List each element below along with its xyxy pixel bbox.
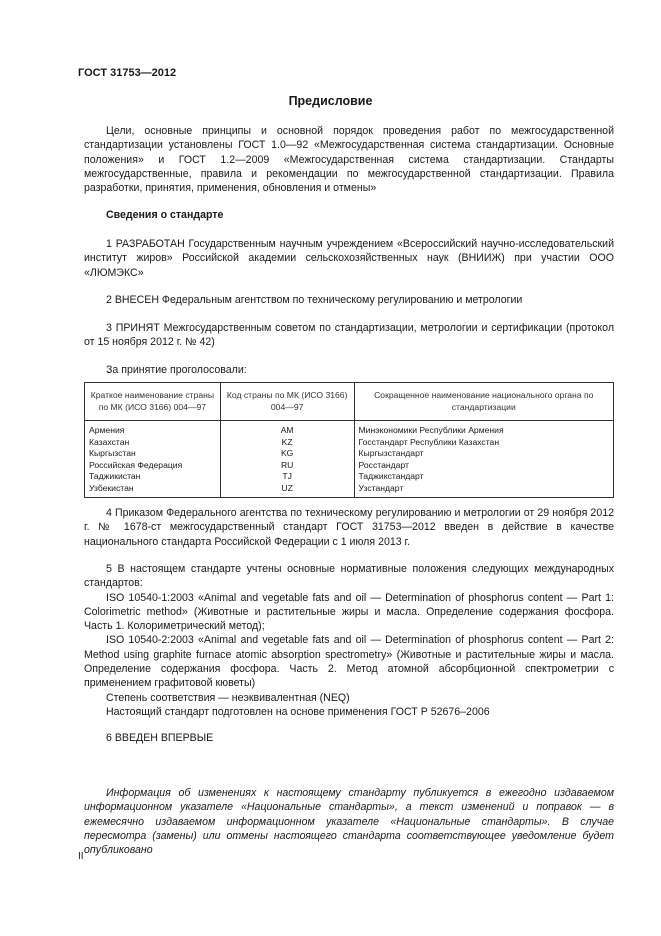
code-cell: TJ xyxy=(220,471,354,483)
document-code-header: ГОСТ 31753—2012 xyxy=(78,67,177,79)
body-cell: Кыргызстандарт xyxy=(354,448,613,460)
item-5-intro: 5 В настоящем стандарте учтены основные нормативные положения следующих международных стандартов: xyxy=(84,563,614,590)
country-cell: Армения xyxy=(85,421,221,437)
body-cell: Таджикстандарт xyxy=(354,471,613,483)
country-cell: Казахстан xyxy=(85,437,221,449)
code-cell: UZ xyxy=(220,483,354,498)
body-cell: Минэкономики Республики Армения xyxy=(354,421,613,437)
country-cell: Таджикистан xyxy=(85,471,221,483)
iso-standard-part-2: ISO 10540-2:2003 «Animal and vegetable fats and oil — Determination of phosphorus content — Part 2: Method using graphite furnace atomic absorption spectrometry» (Животные и растительные жиры и масла. Определение содержания фосфора. Часть 2. Метод атомной абсорбционной спектрометрии с применением графитовой кюветы) xyxy=(84,634,614,690)
body-cell: Росстандарт xyxy=(354,460,613,472)
item-3-paragraph: 3 ПРИНЯТ Межгосударственным советом по стандартизации, метрологии и сертификации (протокол от 15 ноября 2012 г. № 42) xyxy=(84,322,614,349)
conformity-degree: Степень соответствия — неэквивалентная (NEQ) xyxy=(106,691,350,704)
table-row xyxy=(85,421,614,437)
intro-paragraph: Цели, основные принципы и основной порядок проведения работ по межгосударственной стандартизации установлены ГОСТ 1.0—92 «Межгосударственная система стандартизации. Основные положения» и ГОСТ 1.2—2009 «Межгосударственная система стандартизации. Стандарты межгосударственные, правила и рекомендации по межгосударственной стандартизации. Правила разработки, принятия, применения, обновления и отмены» xyxy=(84,125,614,195)
body-cell: Госстандарт Республики Казахстан xyxy=(354,437,613,449)
table-header-row xyxy=(85,383,614,421)
item-1-paragraph: 1 РАЗРАБОТАН Государственным научным учреждением «Всероссийский научно-исследовательский институт жиров» Российской академии сельскохозяйственных наук (ВНИИЖ) при участии ООО «ЛЮМЭКС» xyxy=(84,238,614,279)
table-row xyxy=(85,460,614,472)
table-row xyxy=(85,483,614,498)
information-notice: Информация об изменениях к настоящему стандарту публикуется в ежегодно издаваемом информационном указателе «Национальные стандарты», а текст изменений и поправок — в ежемесячно издаваемом информационном указателе «Национальные стандарты». В случае пересмотра (замены) или отмены настоящего стандарта соответствующее уведомление будет опубликовано xyxy=(84,787,614,857)
column-header-body: Сокращенное наименование национального органа по стандартизации xyxy=(354,383,613,421)
basis-statement: Настоящий стандарт подготовлен на основе применения ГОСТ Р 52676–2006 xyxy=(106,705,490,718)
country-cell: Российская Федерация xyxy=(85,460,221,472)
code-cell: KG xyxy=(220,448,354,460)
item-5-section xyxy=(84,562,614,719)
code-cell: RU xyxy=(220,460,354,472)
page-number: II xyxy=(78,851,84,862)
country-cell: Узбекистан xyxy=(85,483,221,498)
body-cell: Узстандарт xyxy=(354,483,613,498)
code-cell: KZ xyxy=(220,437,354,449)
column-header-code: Код страны по МК (ИСО 3166) 004—97 xyxy=(220,383,354,421)
section-heading: Сведения о стандарте xyxy=(106,209,224,221)
item-4-paragraph: 4 Приказом Федерального агентства по техническому регулированию и метрологии от 29 ноября 2012 г. № 1678-ст межгосударственный стандарт ГОСТ 31753—2012 введен в действие в качестве национального стандарта Российской Федерации с 1 июля 2013 г. xyxy=(84,507,614,548)
table-row xyxy=(85,471,614,483)
iso-standard-part-1: ISO 10540-1:2003 «Animal and vegetable fats and oil — Determination of phosphorus content — Part 1: Colorimetric method» (Животные и растительные жиры и масла. Определение содержания фосфора. Часть 1. Колориметрический метод); xyxy=(84,591,614,633)
country-cell: Кыргызстан xyxy=(85,448,221,460)
column-header-country: Краткое наименование страны по МК (ИСО 3166) 004—97 xyxy=(85,383,221,421)
code-cell: AM xyxy=(220,421,354,437)
table-row xyxy=(85,437,614,449)
table-row xyxy=(85,448,614,460)
voting-table xyxy=(84,382,614,498)
page-title: Предисловие xyxy=(288,94,373,108)
item-6-paragraph: 6 ВВЕДЕН ВПЕРВЫЕ xyxy=(106,732,214,744)
voted-label: За принятие проголосовали: xyxy=(106,364,247,376)
item-2-paragraph: 2 ВНЕСЕН Федеральным агентством по техническому регулированию и метрологии xyxy=(106,294,523,306)
